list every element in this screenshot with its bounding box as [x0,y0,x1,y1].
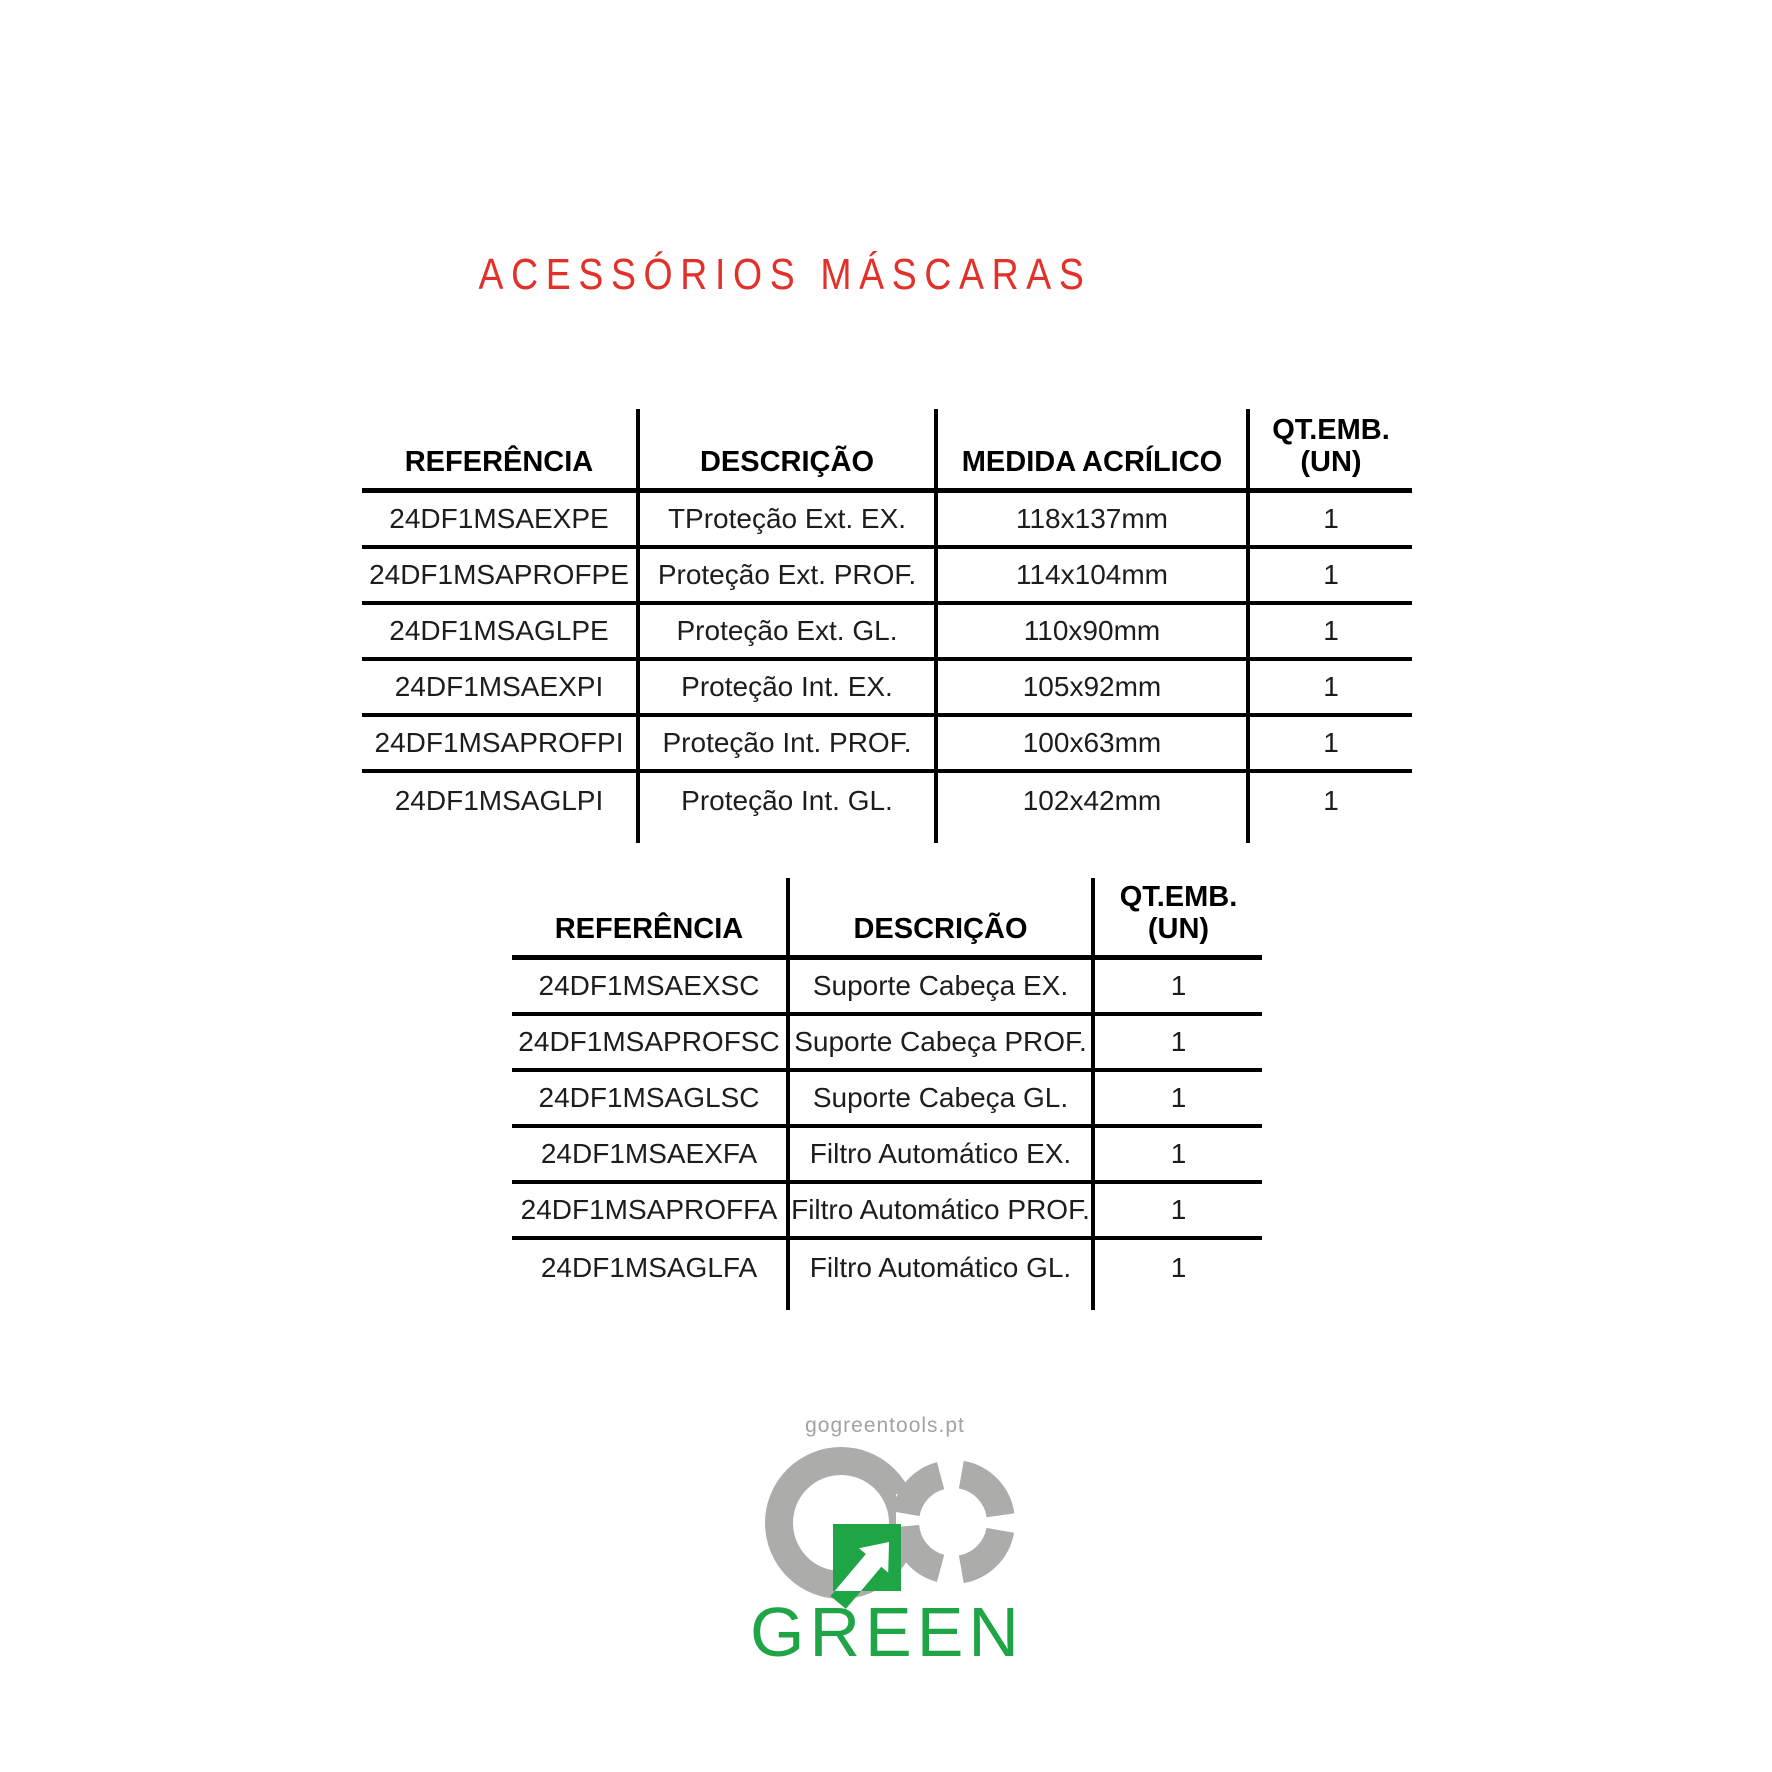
table-body [512,960,1262,1310]
table-row [362,493,1412,549]
cell-qty: 1 [1250,717,1412,773]
table-row [362,773,1412,829]
cell-ref: 24DF1MSAPROFSC [512,1016,790,1072]
cell-desc: Proteção Int. EX. [640,661,938,717]
cell-ref: 24DF1MSAEXSC [512,960,790,1016]
table-row [512,1016,1262,1072]
table-header-row [512,878,1262,960]
table-row [512,1240,1262,1296]
table-row [362,661,1412,717]
tail-cell [362,829,640,843]
table-row [362,549,1412,605]
page-title: ACESSÓRIOS MÁSCARAS [478,250,1092,299]
header-qt-line1: QT.EMB. [1119,881,1238,914]
cell-desc: Filtro Automático EX. [790,1128,1095,1184]
table-row [512,1184,1262,1240]
tail-cell [1250,829,1412,843]
header-descricao-label: DESCRIÇÃO [853,913,1028,946]
cell-qty: 1 [1095,1072,1262,1128]
table-tail-rule [362,829,1412,843]
cell-qty: 1 [1095,1016,1262,1072]
tail-cell [1095,1296,1262,1310]
header-descricao-label: DESCRIÇÃO [699,446,874,479]
cell-qty: 1 [1323,785,1339,816]
cell-qty: 1 [1170,1252,1187,1283]
cell-ref: 24DF1MSAPROFFA [512,1184,790,1240]
cell-ref: 24DF1MSAEXFA [512,1128,790,1184]
header-referencia-label: REFERÊNCIA [404,446,594,479]
cell-desc: Proteção Ext. PROF. [640,549,938,605]
table-row [362,717,1412,773]
header-referencia-label: REFERÊNCIA [554,913,744,946]
header-qt-emb [1250,409,1412,493]
table-body [362,493,1412,843]
header-qt-line2: (UN) [1147,913,1210,946]
table-acrylic-protections [362,409,1412,843]
header-medida-acrilico [938,409,1250,493]
cell-qty: 1 [1095,1184,1262,1240]
cell-desc: Suporte Cabeça PROF. [790,1016,1095,1072]
table-row [512,1072,1262,1128]
brand-name: GREEN [750,1593,1024,1671]
cell-ref: 24DF1MSAPROFPE [362,549,640,605]
header-qt-emb [1095,878,1262,960]
tail-cell [640,829,938,843]
website-url: gogreentools.pt [805,1414,965,1437]
tail-cell [938,829,1250,843]
cell-qty: 1 [1095,1128,1262,1184]
cell-ref: 24DF1MSAGLFA [512,1240,790,1296]
table-row [512,960,1262,1016]
header-medida-label: MEDIDA ACRÍLICO [961,446,1223,479]
table-tail-rule [512,1296,1262,1310]
cell-desc: Proteção Int. GL. [640,773,938,829]
cell-qty: 1 [1095,960,1262,1016]
cell-medida: 105x92mm [938,661,1250,717]
table-row [512,1128,1262,1184]
table-header-row [362,409,1412,493]
cell-qty: 1 [1250,605,1412,661]
cell-medida: 110x90mm [938,605,1250,661]
header-referencia [512,878,790,960]
cell-qty: 1 [1250,493,1412,549]
cell-desc: Proteção Int. PROF. [640,717,938,773]
cell-qty: 1 [1250,549,1412,605]
tail-cell [790,1296,1095,1310]
cell-ref: 24DF1MSAGLSC [512,1072,790,1128]
cell-desc: Proteção Ext. GL. [640,605,938,661]
table-row [362,605,1412,661]
cell-desc: Filtro Automático PROF. [790,1184,1095,1240]
cell-ref: 24DF1MSAGLPI [362,773,640,829]
header-referencia [362,409,640,493]
header-descricao [790,878,1095,960]
cell-ref: 24DF1MSAEXPI [362,661,640,717]
cell-qty: 1 [1250,661,1412,717]
header-descricao [640,409,938,493]
cell-desc: Suporte Cabeça EX. [790,960,1095,1016]
cell-medida: 118x137mm [938,493,1250,549]
cell-ref: 24DF1MSAPROFPI [362,717,640,773]
cell-ref: 24DF1MSAEXPE [362,493,640,549]
cell-medida: 100x63mm [938,717,1250,773]
cell-medida: 114x104mm [938,549,1250,605]
cell-desc: Suporte Cabeça GL. [790,1072,1095,1128]
header-qt-line2: (UN) [1300,446,1362,479]
header-qt-line1: QT.EMB. [1272,414,1390,447]
cell-desc: TProteção Ext. EX. [640,493,938,549]
cell-medida: 102x42mm [938,773,1250,829]
cell-ref: 24DF1MSAGLPE [362,605,640,661]
table-supports-filters [512,878,1262,1310]
cell-desc: Filtro Automático GL. [790,1240,1095,1296]
tail-cell [512,1296,790,1310]
